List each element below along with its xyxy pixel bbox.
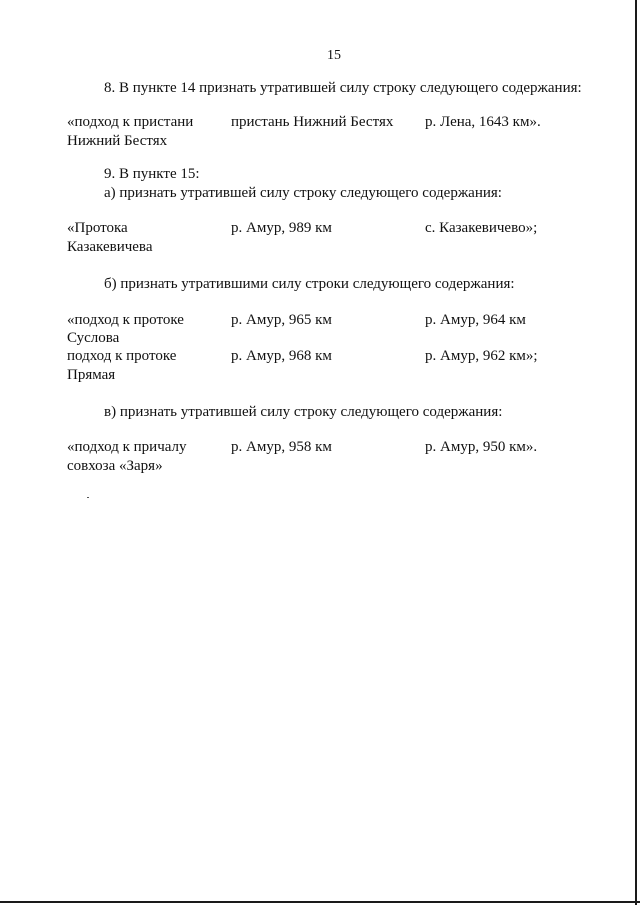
item8-col2: пристань Нижний Бестях — [231, 114, 394, 130]
item9b-row2-col1-line2: Прямая — [67, 367, 116, 383]
item8-col1-line2: Нижний Бестях — [67, 133, 168, 149]
item9a-heading: а) признать утратившей силу строку следующего содержания: — [104, 185, 502, 201]
item9c-col1-line2: совхоза «Заря» — [67, 458, 163, 474]
item9b-row1-col1-line2: Суслова — [67, 330, 120, 346]
scan-edge-bottom — [0, 901, 640, 903]
item9a-col1-line1: «Протока — [67, 220, 128, 236]
item9b-row1-col1-line1: «подход к протоке — [67, 312, 184, 328]
item9c-col2: р. Амур, 958 км — [231, 439, 332, 455]
item8-col3: р. Лена, 1643 км». — [425, 114, 541, 130]
item8-heading: 8. В пункте 14 признать утратившей силу строку следующего содержания: — [104, 80, 582, 96]
page-number: 15 — [327, 48, 341, 63]
item9a-col3: с. Казакевичево»; — [425, 220, 538, 236]
item9-heading: 9. В пункте 15: — [104, 166, 200, 182]
item9b-row2-col2: р. Амур, 968 км — [231, 348, 332, 364]
item9b-heading: б) признать утратившими силу строки следующего содержания: — [104, 276, 515, 292]
scan-speck — [87, 497, 89, 498]
item9b-row1-col2: р. Амур, 965 км — [231, 312, 332, 328]
item9c-col3: р. Амур, 950 км». — [425, 439, 538, 455]
item9b-row2-col3: р. Амур, 962 км»; — [425, 348, 538, 364]
scan-edge-right — [635, 0, 637, 905]
item9a-col2: р. Амур, 989 км — [231, 220, 332, 236]
item9a-col1-line2: Казакевичева — [67, 239, 153, 255]
item9b-row1-col3: р. Амур, 964 км — [425, 312, 526, 328]
item9c-heading: в) признать утратившей силу строку следующего содержания: — [104, 404, 503, 420]
item8-col1-line1: «подход к пристани — [67, 114, 194, 130]
item9c-col1-line1: «подход к причалу — [67, 439, 187, 455]
item9b-row2-col1-line1: подход к протоке — [67, 348, 177, 364]
